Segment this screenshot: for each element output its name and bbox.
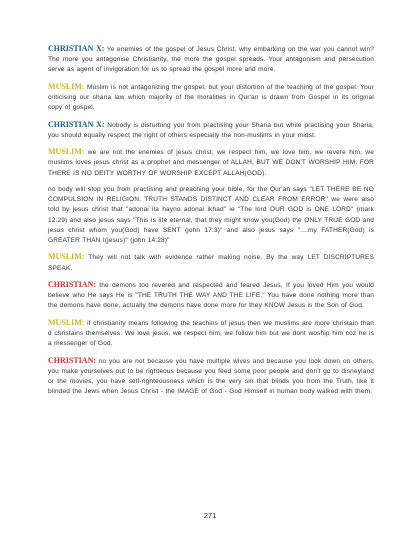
paragraph-text: if christianity means following the teachins of jesus then we muslims are more christain than d christains themselves. We love jesus, we respect him, we follow him but we dont woship him coz he is a messenger of God. — [48, 319, 375, 348]
speaker-label: MUSLIM: — [48, 147, 85, 157]
speaker-label: MUSLIM: — [48, 317, 85, 327]
speaker-label: MUSLIM: — [48, 81, 85, 91]
dialogue-paragraph — [48, 82, 374, 114]
paragraph-text: we are not the enemies of jesus christ, we respect him, we love him, we revere him, we muslims loves jesus christ as a prophet and messenger of ALLAH, BUT WE DON'T WORSHIP HIM, FOR THERE IS NO DEITY WORTHY OF WORSHIP EXCEPT ALLAH(GOD). — [48, 149, 374, 177]
speaker-label: CHRISTIAN X: — [48, 119, 105, 129]
paragraph-text: no you are not because you have multiple wives and because you look down on others, you make yourselves out to be righteous because you feed some poor people and don't go to disneyland or the movies, you have self-righteousness which is the very sin that blinds you from the Truth, like it blinded the Jews when Jesus Christ - the IMAGE of God - God Himself in human body walked with them. — [48, 357, 374, 396]
dialogue-paragraph — [48, 318, 374, 350]
paragraph-text: no body will stop you from practising and preaching your bible, for the Qur'an says "LET THERE BE NO COMPULSION IN RELIGION, TRUTH STANDS DISTINCT AND CLEAR FROM ERROR" we were also told by jesus christ that "adonai ila hayno adonai ikhad" ie "The lord OUR GOD is ONE LORD" (mark 12:29) and also jesus says "This is life eternal, that they might know you(God) the ONLY TRUE GOD and jesus christ whom you(God) have SENT (john 17:3)" and also jesus says "....my FATHER(God) is GREATER THAN I(jesus)" (john 14:28)" — [48, 185, 374, 244]
dialogue-paragraph — [48, 44, 374, 76]
paragraph-text: Ye enemies of the gospel of Jesus Christ, why embarking on the war you cannot win? The more you antagonise Christianity, the more the gospel spreads. Your antagonism and persecution serve as agent of invigoration for us to spread the gospel more and more. — [48, 46, 374, 74]
paragraph-text: Muslim is not antagonizing the gospel, but your distortion of the teaching of the gospel. Your criticising our sharia law which majority of the moralities in Qur'an is drawn from Gospel in its original copy of gospel. — [48, 83, 374, 112]
dialogue-paragraph — [48, 252, 374, 273]
dialogue-paragraph — [48, 120, 374, 141]
dialogue-paragraph — [48, 185, 374, 246]
speaker-label: CHRISTIAN X: — [48, 44, 105, 53]
speaker-label: CHRISTIAN: — [48, 355, 97, 365]
paragraph-text: the demons too revered and respected and feared Jesus, If you loved Him you would believe who He says He is "THE TRUTH THE WAY AND THE LIFE." You have done nothing more than the demons have done, actually the demons have done more for they KNOW Jesus is the Son of God. — [48, 281, 374, 310]
dialogue-paragraph — [48, 356, 374, 398]
paragraph-text: Nobody is disturbing you from practising your Sharia but while practising your Sharia, you should equally respect the right of others especially the non-muslims in your midst. — [48, 121, 375, 139]
speaker-label: MUSLIM: — [48, 252, 85, 262]
speaker-label: CHRISTIAN: — [48, 279, 97, 289]
dialogue-paragraph — [48, 280, 374, 312]
dialogue-paragraph — [48, 147, 374, 179]
paragraph-text: They will not talk with evidence rather making noise. By the way LET DISCRIPTURES SPEAK. — [48, 254, 374, 272]
page-number: 271 — [203, 511, 217, 520]
